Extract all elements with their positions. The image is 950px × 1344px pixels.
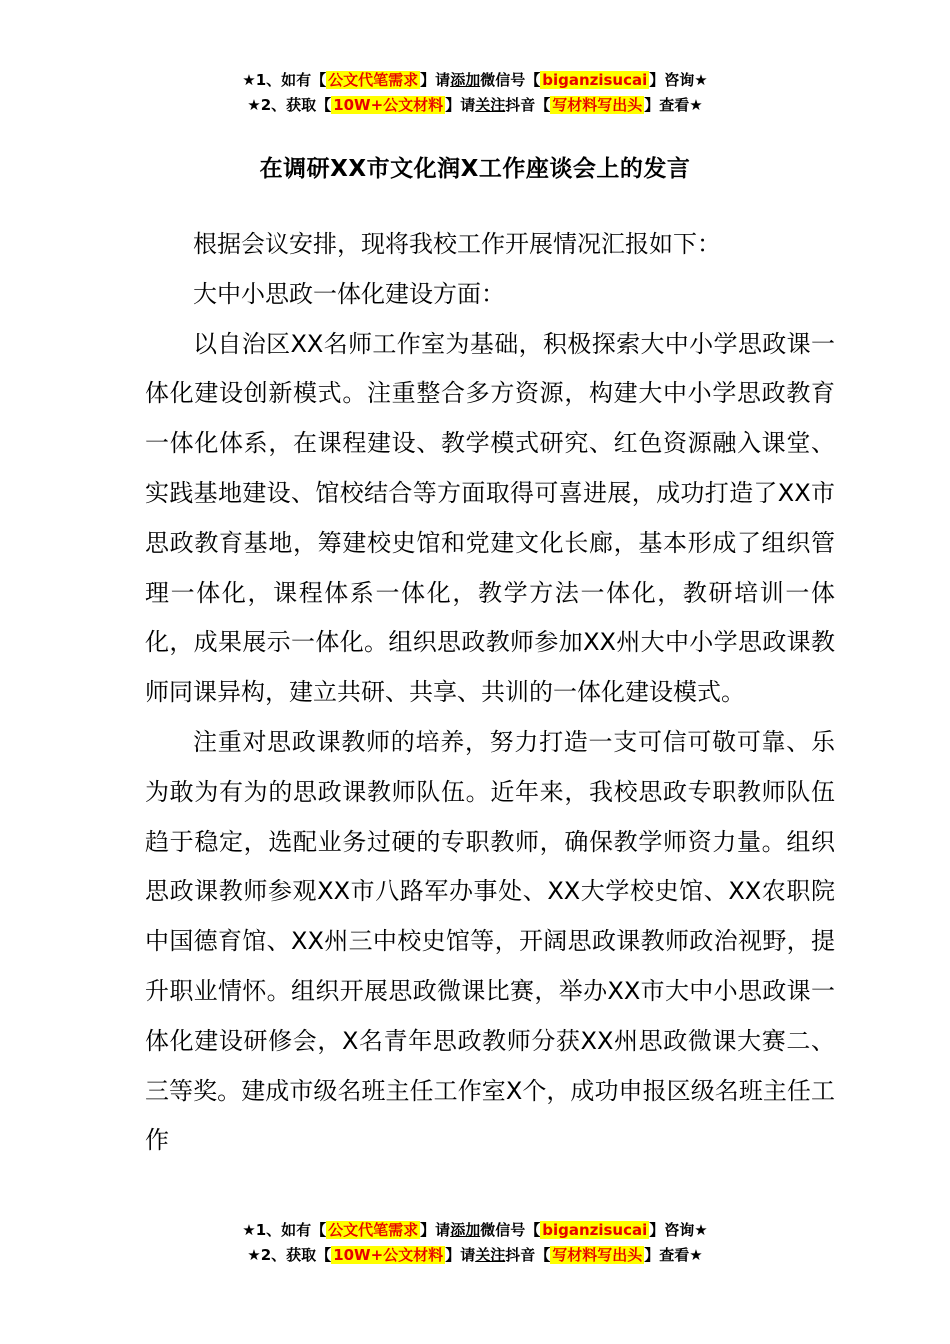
- paragraph: 注重对思政课教师的培养，努力打造一支可信可敬可靠、乐为敢为有为的思政课教师队伍。近年来，我校思政专职教师队伍趋于稳定，选配业务过硬的专职教师，确保教学师资力量。组织思政课教师参观XX市八路军办事处、XX大学校史馆、XX农职院中国德育馆、XX州三中校史馆等，开阔思政课教师政治视野，提升职业情怀。组织开展思政微课比赛，举办XX市大中小思政课一体化建设研修会，X名青年思政教师分获XX州思政微课大赛二、三等奖。建成市级名班主任工作室X个，成功申报区级名班主任工作: [145, 727, 835, 1155]
- promo-line-2: ★2、获取【 10W+公文材料 】请关注抖音【 写材料写出头 】查看★: [247, 96, 703, 114]
- promo-line-2: ★2、获取【 10W+公文材料 】请关注抖音【 写材料写出头 】查看★: [247, 1246, 703, 1264]
- douyin-highlight: 写材料写出头: [552, 1246, 643, 1264]
- materials-highlight: 10W+公文材料: [333, 1246, 444, 1264]
- service-highlight: 公文代笔需求: [328, 1221, 419, 1239]
- paragraph: 根据会议安排，现将我校工作开展情况汇报如下：: [193, 230, 721, 258]
- materials-highlight: 10W+公文材料: [333, 96, 444, 114]
- promo-line-1: ★1、如有【 公文代笔需求 】请添加微信号【 biganzisucai 】咨询★: [242, 1221, 708, 1239]
- promo-banner-bottom: [0, 1218, 950, 1268]
- paragraph: 大中小思政一体化建设方面：: [193, 279, 505, 308]
- douyin-highlight: 写材料写出头: [552, 96, 643, 114]
- service-highlight: 公文代笔需求: [328, 71, 419, 89]
- paragraph: 以自治区XX名师工作室为基础，积极探索大中小学思政课一体化建设创新模式。注重整合多方资源，构建大中小学思政教育一体化体系，在课程建设、教学模式研究、红色资源融入课堂、实践基地建设、馆校结合等方面取得可喜进展，成功打造了XX市思政教育基地，筹建校史馆和党建文化长廊，基本形成了组织管理一体化，课程体系一体化，教学方法一体化，教研培训一体化，成果展示一体化。组织思政教师参加XX州大中小学思政课教师同课异构，建立共研、共享、共训的一体化建设模式。: [145, 329, 835, 707]
- promo-banner-top: [0, 68, 950, 118]
- wechat-id-highlight: biganzisucai: [542, 1221, 648, 1239]
- promo-line-1: ★1、如有【 公文代笔需求 】请添加微信号【 biganzisucai 】咨询★: [242, 71, 708, 89]
- document-body: [145, 220, 835, 1166]
- document-title: 在调研XX市文化润X工作座谈会上的发言: [259, 156, 691, 182]
- wechat-id-highlight: biganzisucai: [542, 71, 648, 89]
